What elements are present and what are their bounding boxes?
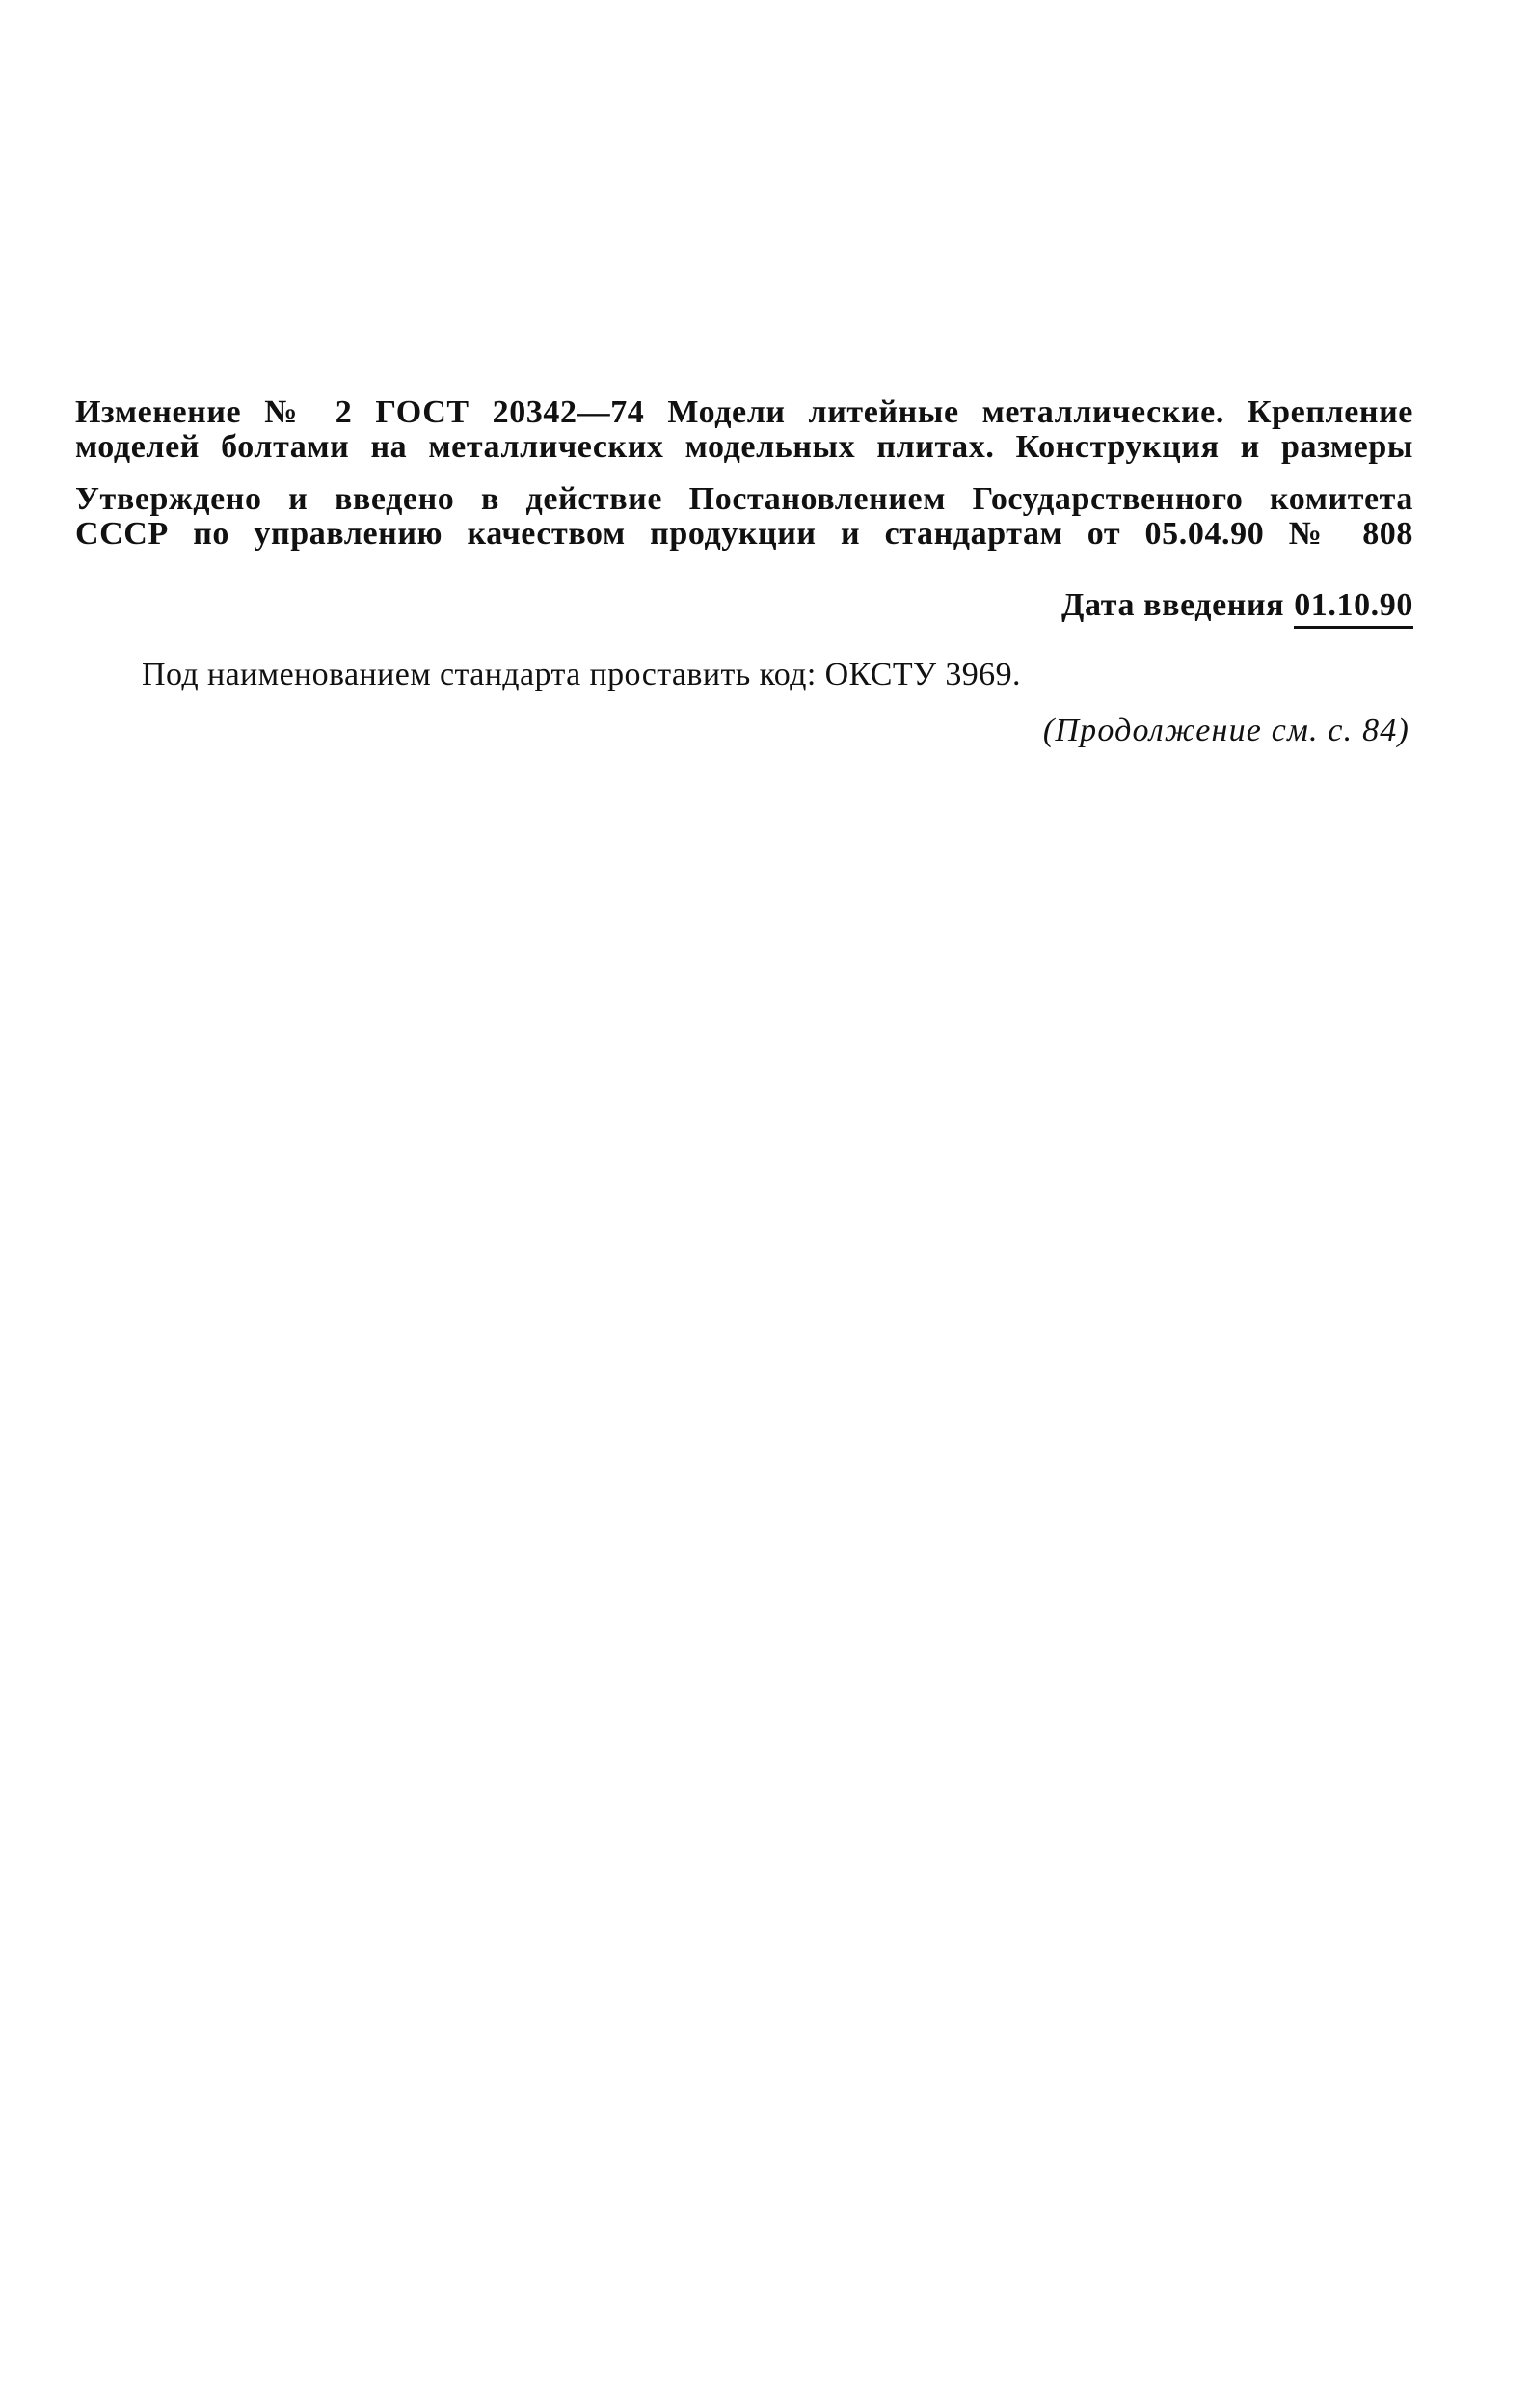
effective-date-label: Дата введения bbox=[1061, 587, 1285, 623]
body-text: Под наименованием стандарта проставить код: ОКСТУ 3969. bbox=[142, 657, 1021, 692]
continuation-note: (Продолжение см. с. 84) bbox=[1042, 713, 1409, 748]
amendment-title-line-2: моделей болтами на металлических модельных плитах. Конструкция и размеры bbox=[75, 430, 1413, 465]
approval-line-1: Утверждено и введено в действие Постановлением Государственного комитета bbox=[75, 482, 1413, 517]
effective-date-value: 01.10.90 bbox=[1294, 587, 1413, 629]
amendment-title bbox=[75, 395, 1413, 465]
effective-date bbox=[1061, 587, 1413, 629]
approval-statement bbox=[75, 482, 1413, 552]
approval-line-2: СССР по управлению качеством продукции и стандартам от 05.04.90 № 808 bbox=[75, 517, 1413, 552]
amendment-title-line-1: Изменение № 2 ГОСТ 20342—74 Модели литейные металлические. Крепление bbox=[75, 395, 1413, 430]
